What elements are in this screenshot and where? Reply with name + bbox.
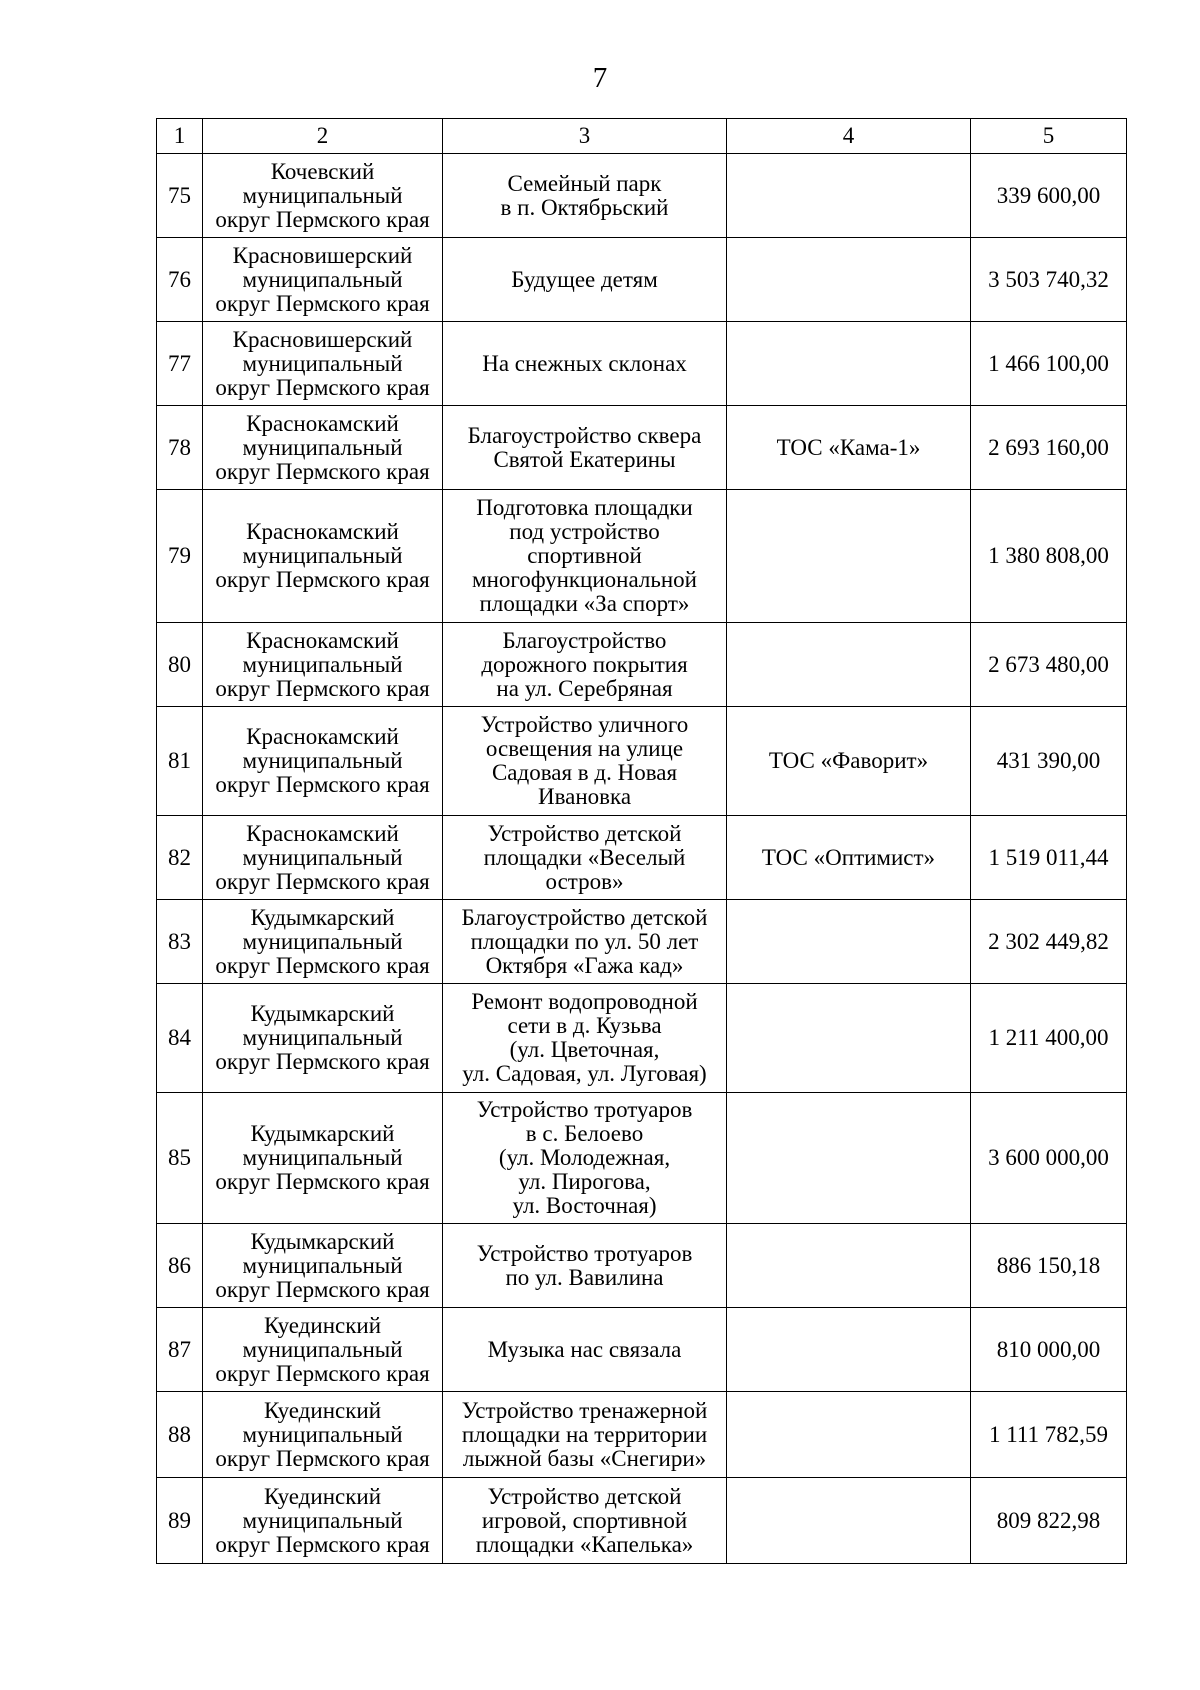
amount-value: 1 211 400,00 [971, 984, 1127, 1093]
amount-value: 1 380 808,00 [971, 490, 1127, 623]
row-number: 87 [157, 1308, 203, 1392]
row-number: 80 [157, 623, 203, 707]
amount-value: 886 150,18 [971, 1224, 1127, 1308]
amount-value: 2 693 160,00 [971, 406, 1127, 490]
header-col-4: 4 [727, 119, 971, 154]
table-row [157, 322, 1127, 406]
header-col-2: 2 [203, 119, 443, 154]
project-name: Семейный парк в п. Октябрьский [443, 154, 727, 238]
project-name: Благоустройство сквера Святой Екатерины [443, 406, 727, 490]
district-name: Куединский муниципальный округ Пермского края [203, 1392, 443, 1478]
amount-value: 810 000,00 [971, 1308, 1127, 1392]
district-name: Кочевский муниципальный округ Пермского края [203, 154, 443, 238]
table-row [157, 1093, 1127, 1224]
table-row [157, 623, 1127, 707]
project-name: Музыка нас связала [443, 1308, 727, 1392]
row-number: 78 [157, 406, 203, 490]
district-name: Кудымкарский муниципальный округ Пермского края [203, 1093, 443, 1224]
header-row [157, 119, 1127, 154]
project-name: На снежных склонах [443, 322, 727, 406]
project-name: Благоустройство детской площадки по ул. 50 лет Октября «Гажа кад» [443, 900, 727, 984]
table-row [157, 406, 1127, 490]
district-name: Краснокамский муниципальный округ Пермского края [203, 623, 443, 707]
table-row [157, 238, 1127, 322]
tos-name [727, 623, 971, 707]
table-row [157, 1392, 1127, 1478]
table-row [157, 1478, 1127, 1564]
district-name: Краснокамский муниципальный округ Пермского края [203, 406, 443, 490]
table-row [157, 154, 1127, 238]
amount-value: 1 466 100,00 [971, 322, 1127, 406]
district-name: Краснокамский муниципальный округ Пермского края [203, 816, 443, 900]
row-number: 85 [157, 1093, 203, 1224]
row-number: 77 [157, 322, 203, 406]
table-row [157, 984, 1127, 1093]
project-name: Благоустройство дорожного покрытия на ул. Серебряная [443, 623, 727, 707]
tos-name [727, 154, 971, 238]
table-row [157, 1224, 1127, 1308]
amount-value: 809 822,98 [971, 1478, 1127, 1564]
row-number: 88 [157, 1392, 203, 1478]
project-name: Подготовка площадки под устройство спортивной многофункциональной площадки «За спорт» [443, 490, 727, 623]
district-name: Кудымкарский муниципальный округ Пермского края [203, 984, 443, 1093]
project-name: Устройство тротуаров по ул. Вавилина [443, 1224, 727, 1308]
header-col-1: 1 [157, 119, 203, 154]
district-name: Куединский муниципальный округ Пермского края [203, 1478, 443, 1564]
project-name: Устройство тренажерной площадки на территории лыжной базы «Снегири» [443, 1392, 727, 1478]
row-number: 82 [157, 816, 203, 900]
tos-name [727, 1392, 971, 1478]
project-name: Будущее детям [443, 238, 727, 322]
district-name: Куединский муниципальный округ Пермского края [203, 1308, 443, 1392]
row-number: 76 [157, 238, 203, 322]
tos-name: ТОС «Оптимист» [727, 816, 971, 900]
amount-value: 2 673 480,00 [971, 623, 1127, 707]
row-number: 81 [157, 707, 203, 816]
amount-value: 3 503 740,32 [971, 238, 1127, 322]
amount-value: 2 302 449,82 [971, 900, 1127, 984]
district-name: Кудымкарский муниципальный округ Пермского края [203, 900, 443, 984]
district-name: Кудымкарский муниципальный округ Пермского края [203, 1224, 443, 1308]
tos-name [727, 1224, 971, 1308]
amount-value: 431 390,00 [971, 707, 1127, 816]
header-col-3: 3 [443, 119, 727, 154]
district-name: Красновишерский муниципальный округ Пермского края [203, 238, 443, 322]
row-number: 83 [157, 900, 203, 984]
project-name: Устройство детской игровой, спортивной площадки «Капелька» [443, 1478, 727, 1564]
tos-name [727, 322, 971, 406]
tos-name [727, 900, 971, 984]
tos-name [727, 1093, 971, 1224]
amount-value: 1 519 011,44 [971, 816, 1127, 900]
district-name: Краснокамский муниципальный округ Пермского края [203, 490, 443, 623]
project-name: Устройство уличного освещения на улице Садовая в д. Новая Ивановка [443, 707, 727, 816]
amount-value: 1 111 782,59 [971, 1392, 1127, 1478]
page-number: 7 [592, 62, 608, 94]
tos-name [727, 984, 971, 1093]
tos-name: ТОС «Фаворит» [727, 707, 971, 816]
district-name: Краснокамский муниципальный округ Пермского края [203, 707, 443, 816]
row-number: 86 [157, 1224, 203, 1308]
tos-name: ТОС «Кама-1» [727, 406, 971, 490]
table-row [157, 816, 1127, 900]
tos-name [727, 1308, 971, 1392]
row-number: 75 [157, 154, 203, 238]
amount-value: 339 600,00 [971, 154, 1127, 238]
table-body [157, 154, 1127, 1564]
table-row [157, 707, 1127, 816]
tos-name [727, 1478, 971, 1564]
row-number: 84 [157, 984, 203, 1093]
project-name: Устройство детской площадки «Веселый остров» [443, 816, 727, 900]
district-name: Красновишерский муниципальный округ Пермского края [203, 322, 443, 406]
amount-value: 3 600 000,00 [971, 1093, 1127, 1224]
row-number: 79 [157, 490, 203, 623]
data-table [156, 118, 1127, 1564]
table-row [157, 490, 1127, 623]
table-row [157, 1308, 1127, 1392]
tos-name [727, 490, 971, 623]
tos-name [727, 238, 971, 322]
row-number: 89 [157, 1478, 203, 1564]
table-row [157, 900, 1127, 984]
project-name: Ремонт водопроводной сети в д. Кузьва (ул. Цветочная, ул. Садовая, ул. Луговая) [443, 984, 727, 1093]
project-name: Устройство тротуаров в с. Белоево (ул. Молодежная, ул. Пирогова, ул. Восточная) [443, 1093, 727, 1224]
header-col-5: 5 [971, 119, 1127, 154]
